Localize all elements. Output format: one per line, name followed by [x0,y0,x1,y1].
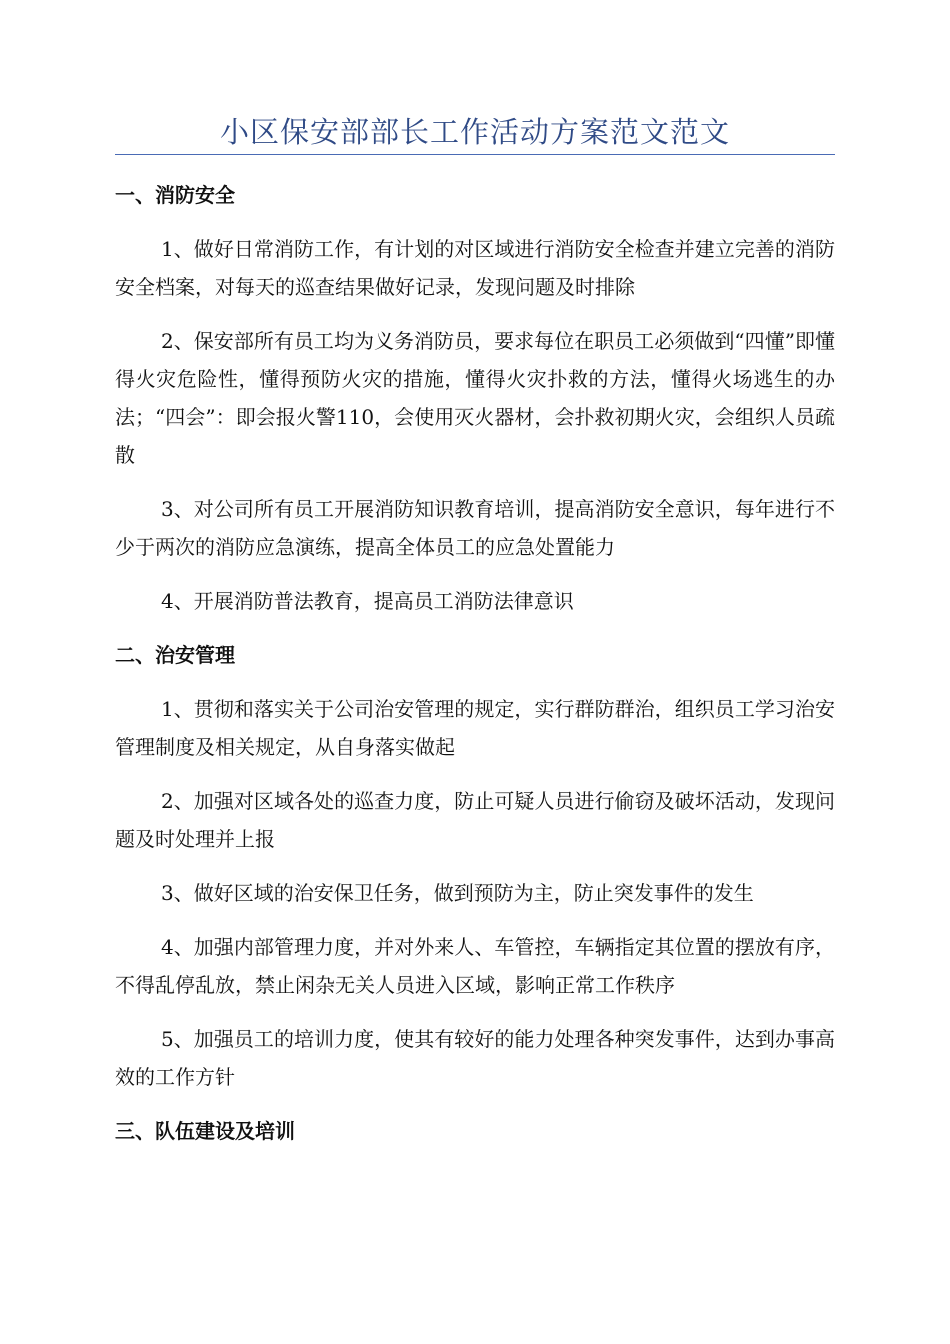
document-body [115,176,835,1166]
document-title: 小区保安部部长工作活动方案范文范文 [219,115,730,149]
paragraph: 2、加强对区域各处的巡查力度，防止可疑人员进行偷窃及破坏活动，发现问题及时处理并上报 [115,789,835,851]
paragraph: 4、开展消防普法教育，提高员工消防法律意识 [161,589,574,613]
paragraph: 1、做好日常消防工作，有计划的对区域进行消防安全检查并建立完善的消防安全档案，对每天的巡查结果做好记录，发现问题及时排除 [115,237,835,299]
section-heading-team-training: 三、队伍建设及培训 [115,1119,295,1143]
paragraph: 5、加强员工的培训力度，使其有较好的能力处理各种突发事件，达到办事高效的工作方针 [115,1027,835,1089]
paragraph: 4、加强内部管理力度，并对外来人、车管控，车辆指定其位置的摆放有序，不得乱停乱放，禁止闲杂无关人员进入区域，影响正常工作秩序 [115,935,835,997]
paragraph: 3、对公司所有员工开展消防知识教育培训，提高消防安全意识，每年进行不少于两次的消防应急演练，提高全体员工的应急处置能力 [115,497,835,559]
title-underline [115,154,835,155]
section-heading-fire-safety: 一、消防安全 [115,183,235,207]
section-heading-public-security: 二、治安管理 [115,643,235,667]
paragraph: 3、做好区域的治安保卫任务，做到预防为主，防止突发事件的发生 [161,881,754,905]
paragraph: 2、保安部所有员工均为义务消防员，要求每位在职员工必须做到“四懂”即懂得火灾危险性，懂得预防火灾的措施，懂得火灾扑救的方法，懂得火场逃生的办法；“四会”：即会报火警110，会使用灭火器材，会扑救初期火灾，会组织人员疏散 [115,329,835,467]
paragraph: 1、贯彻和落实关于公司治安管理的规定，实行群防群治，组织员工学习治安管理制度及相关规定，从自身落实做起 [115,697,835,759]
